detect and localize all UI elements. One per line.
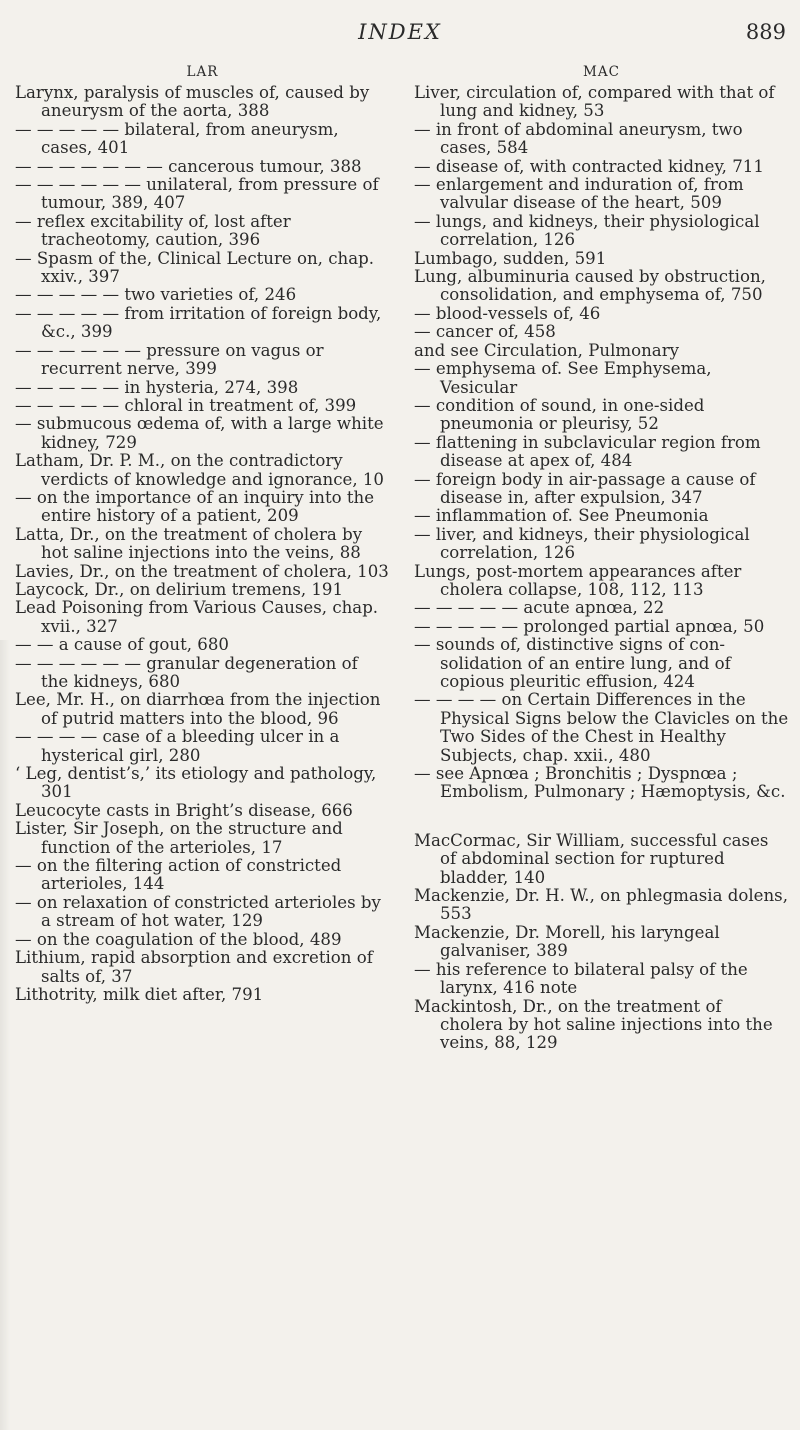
right-entry: Mackintosh, Dr., on the treatment of cholera by hot saline injections into the veins, 88, 129 <box>414 996 773 1053</box>
left-entry: — — — — — bilateral, from aneurysm, cases, 401 <box>15 119 339 158</box>
left-entry: Leucocyte casts in Bright’s disease, 666 <box>15 800 353 820</box>
left-entry: ‘ Leg, dentist’s,’ its etiology and pathology, 301 <box>15 764 377 802</box>
left-entry: — Spasm of the, Clinical Lecture on, chap. xxiv., 397 <box>15 248 374 287</box>
left-column-heading: LAR <box>186 64 219 80</box>
running-head <box>0 20 800 50</box>
left-entry: — — — — — in hysteria, 274, 398 <box>15 377 299 397</box>
left-entry: — — — — — from irritation of foreign body, &c., 399 <box>15 303 382 342</box>
right-entry: — flattening in subclavicular region from disease at apex of, 484 <box>414 432 761 471</box>
right-entry: — see Apnœa ; Bronchitis ; Dyspnœa ; Embolism, Pulmonary ; Hæmoptysis, &c. <box>414 764 786 802</box>
right-entry: — his reference to bilateral palsy of the larynx, 416 note <box>414 959 748 998</box>
left-entry: Lithium, rapid absorption and excretion of salts of, 37 <box>15 948 373 986</box>
left-entry: — — — — — two varieties of, 246 <box>15 285 297 305</box>
right-entry: — condition of sound, in one-sided pneumonia or pleurisy, 52 <box>414 395 705 434</box>
left-entry: — reflex excitability of, lost after tracheotomy, caution, 396 <box>15 211 291 250</box>
right-column-heading: MAC <box>583 64 620 80</box>
right-entry: — — — — — acute apnœa, 22 <box>414 598 665 618</box>
left-entry: — — — — — — granular degeneration of the kidneys, 680 <box>15 653 358 691</box>
right-entry: — foreign body in air-passage a cause of disease in, after expulsion, 347 <box>414 469 756 507</box>
right-entry: MacCormac, Sir William, successful cases of abdominal section for ruptured bladder, 140 <box>414 830 769 887</box>
left-entry: Lithotrity, milk diet after, 791 <box>15 984 264 1004</box>
right-entry: Liver, circulation of, compared with that of lung and kidney, 53 <box>414 83 775 121</box>
left-entry: — — — — — — pressure on vagus or recurrent nerve, 399 <box>15 340 324 379</box>
left-entry: Lavies, Dr., on the treatment of cholera, 103 <box>15 561 389 581</box>
left-entry: — — — — — — — cancerous tumour, 388 <box>15 156 362 176</box>
right-entry: — liver, and kidneys, their physiological correlation, 126 <box>414 524 750 563</box>
left-entry: — — a cause of gout, 680 <box>15 635 229 655</box>
right-entry: — in front of abdominal aneurysm, two cases, 584 <box>414 119 743 158</box>
right-entry: — blood-vessels of, 46 <box>414 303 601 323</box>
left-entry: — submucous œdema of, with a large white kidney, 729 <box>15 414 384 452</box>
right-column <box>414 64 789 1053</box>
right-entry: Mackenzie, Dr. H. W., on phlegmasia dolens, 553 <box>414 886 788 924</box>
left-entry: Larynx, paralysis of muscles of, caused by aneurysm of the aorta, 388 <box>15 83 370 121</box>
right-entry: Lungs, post-mortem appearances after cholera collapse, 108, 112, 113 <box>414 561 742 599</box>
right-entry: — lungs, and kidneys, their physiological correlation, 126 <box>414 211 760 250</box>
left-entry: Laycock, Dr., on delirium tremens, 191 <box>15 579 344 599</box>
right-entry: — sounds of, distinctive signs of consolidation of an entire lung, and of copious pleuritic effusion, 424 <box>414 635 731 691</box>
left-entry: — on the coagulation of the blood, 489 <box>15 929 342 949</box>
right-entry: Lung, albuminuria caused by obstruction, consolidation, and emphysema of, 750 <box>414 267 766 305</box>
right-entry: — enlargement and induration of, from valvular disease of the heart, 509 <box>414 175 744 213</box>
left-entry: Latta, Dr., on the treatment of cholera by hot saline injections into the veins, 88 <box>15 524 363 563</box>
page-number: 889 <box>745 20 786 44</box>
left-entry: — on relaxation of constricted arterioles by a stream of hot water, 129 <box>15 892 381 931</box>
left-entry: Latham, Dr. P. M., on the contradictory verdicts of knowledge and ignorance, 10 <box>15 451 384 489</box>
right-entry: Lumbago, sudden, 591 <box>414 248 607 268</box>
left-entry: Lister, Sir Joseph, on the structure and function of the arterioles, 17 <box>15 819 343 857</box>
left-entry: — — — — case of a bleeding ulcer in a hysterical girl, 280 <box>15 727 340 765</box>
right-entry: — cancer of, 458 <box>414 322 556 342</box>
page-edge-shadow <box>0 640 10 1430</box>
right-entry: — — — — on Certain Differences in the Physical Signs below the Clavicles on the Two Sides of the Chest in Healthy Subjects, chap. xxii., 480 <box>414 690 789 765</box>
right-entry: — emphysema of. See Emphysema, Vesicular <box>414 359 712 397</box>
right-entry: — — — — — prolonged partial apnœa, 50 <box>414 616 765 636</box>
left-column <box>15 64 390 1004</box>
left-entry: Lee, Mr. H., on diarrhœa from the injection of putrid matters into the blood, 96 <box>15 690 381 728</box>
left-entry: — on the importance of an inquiry into the entire history of a patient, 209 <box>15 487 375 526</box>
right-entry: — disease of, with contracted kidney, 711 <box>414 156 764 176</box>
left-entry: — — — — — — unilateral, from pressure of tumour, 389, 407 <box>15 175 379 213</box>
right-entry: Mackenzie, Dr. Morell, his laryngeal galvaniser, 389 <box>414 922 720 961</box>
right-entry: and see Circulation, Pulmonary <box>414 340 679 360</box>
right-entry: — inflammation of. See Pneumonia <box>414 506 709 526</box>
page-title: INDEX <box>358 20 442 44</box>
left-entry: Lead Poisoning from Various Causes, chap. xvii., 327 <box>15 598 379 636</box>
left-entry: — — — — — chloral in treatment of, 399 <box>15 395 357 415</box>
left-entry: — on the filtering action of constricted arterioles, 144 <box>15 856 342 894</box>
